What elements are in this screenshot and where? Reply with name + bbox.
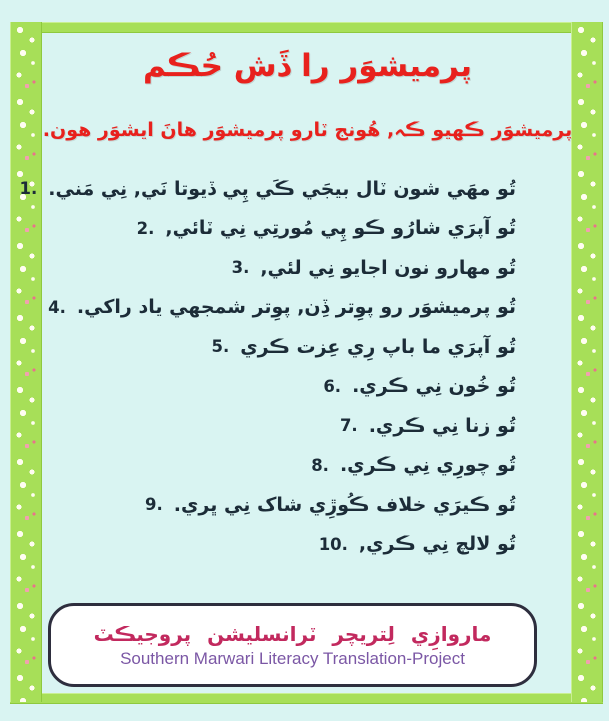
project-banner (48, 603, 537, 687)
commandment-item (41, 525, 516, 565)
item-number: 8. (311, 455, 329, 475)
item-text: تُو آپرَي شارُو ڪو پِي مُورتِي نِي ٽائي, (165, 217, 516, 240)
item-text: تُو آپرَي ما باپ رِي عِزت ڪري (240, 335, 516, 358)
item-number: 9. (145, 495, 163, 515)
item-number: 5. (211, 337, 230, 357)
item-number: 1. (19, 179, 38, 199)
item-text: تُو زنا نِي ڪري. (368, 414, 516, 437)
frame-left-ornament (10, 22, 42, 702)
page-title: پرميشوَر را ڏَش حُڪم (143, 48, 472, 84)
item-text: تُو مهَي شون ٽال بيجَي ڪَي پِي ڏيوتا نَي, نِي مَني. (48, 177, 516, 200)
item-text: تُو پرميشوَر رو پوِتر ڏِن, پوِتر شمجهي ياد راکي. (76, 296, 516, 319)
project-name-marwari: ماروازِي لِتريچر ٽرانسليشن پروجيڪٽ (93, 621, 492, 646)
item-number: 6. (323, 376, 342, 396)
commandment-item (41, 406, 516, 446)
item-number: 2. (136, 218, 155, 238)
commandment-item (41, 446, 516, 486)
item-text: تُو چورِي نِي ڪري. (339, 454, 516, 477)
item-number: 3. (231, 258, 250, 278)
item-text: تُو لالچ نِي ڪري, (358, 533, 516, 556)
item-text: تُو ڪيرَي خلاف ڪُوڙِي شاک نِي ڀري. (173, 493, 516, 516)
intro-line: پرميشوَر ڪهيو ڪہ, هُونج ٽارو پرميشوَر هانَ ايشوَر هون. (42, 119, 573, 141)
commandment-item (41, 209, 516, 249)
commandment-item (41, 327, 516, 367)
item-number: 10. (318, 534, 348, 554)
item-text: تُو مهارو نون اجايو نِي لئي, (260, 256, 516, 279)
frame-bottom-bar (10, 693, 603, 704)
commandment-item (41, 248, 516, 288)
commandment-item (41, 288, 516, 328)
item-number: 4. (48, 297, 66, 317)
item-text: تُو خُون نِي ڪري. (352, 375, 516, 398)
commandment-item (41, 485, 516, 525)
commandment-item (19, 169, 516, 209)
page-content (19, 31, 574, 693)
project-name-english: Southern Marwari Literacy Translation-Project (120, 648, 465, 668)
commandment-item (41, 367, 516, 407)
commandments-list (19, 169, 574, 564)
frame-right-ornament (571, 22, 603, 702)
item-number: 7. (339, 416, 358, 436)
